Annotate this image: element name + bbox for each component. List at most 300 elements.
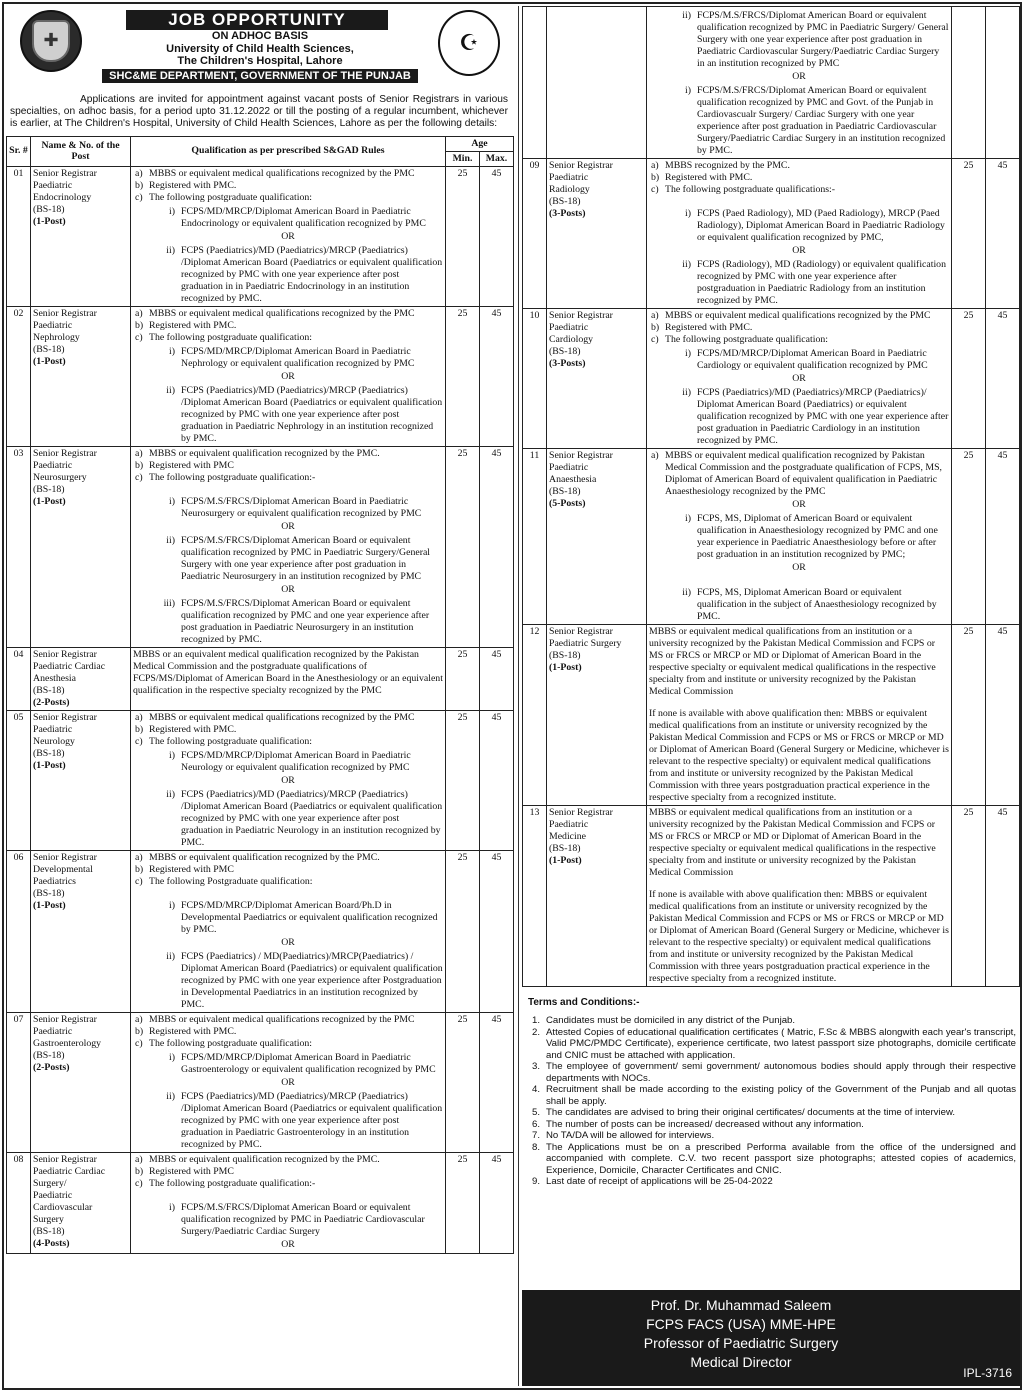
item-marker: ii) [166,1090,175,1102]
spacer [133,1190,443,1200]
item-text: FCPS/MD/MRCP/Diplomat American Board/Ph.D in Developmental Paediatrics or equivalent qualification recognized by PMC. [181,899,438,935]
post-name-line: Paediatric [549,322,589,333]
min-age: 25 [446,306,480,446]
table-row [7,166,514,306]
pay-scale: (BS-18) [33,1049,65,1061]
sub-qualification [133,346,443,370]
max-age: 45 [986,309,1020,449]
max-age: 45 [480,850,514,1012]
item-text: MBBS or equivalent medical qualifications recognized by the PMC [149,711,415,723]
post-count: (5-Posts) [549,498,586,509]
sub-qualification [133,385,443,445]
item-marker: i) [685,513,691,524]
item-text: FCPS (Paediatrics)/MD (Paediatrics)/MRCP (Paediatrics) /Diplomat American Board (Paediatrics or equivalent qualification recognized by PMC with one year experience after post graduation in Paediatric Nephrology in an institution recognized by PMC. [181,384,443,444]
item-text: FCPS/M.S/FRCS/Diplomat American Board or equivalent qualification recognized by PMC in Paediatric Surgery/General Surgery with one year experience after post graduation in Paediatric Neurosurgery in an institution recognized by PMC [181,534,431,582]
item-text: The following postgraduate qualification: [149,331,312,343]
item-marker: i) [169,345,175,357]
or-separator: OR [281,520,295,532]
sub-qualification [133,1052,443,1076]
sr-number: 05 [7,710,31,850]
table-row [523,625,1020,806]
or-separator: OR [792,373,806,384]
max-age: 45 [480,1012,514,1152]
qualification-item [133,448,443,460]
qualification-cell [647,625,952,806]
post-name-line: Paediatric [33,319,73,331]
pay-scale: (BS-18) [33,887,65,899]
post-name-line: Paediatric Surgery [549,638,622,649]
spacer [133,888,443,898]
term-item [522,1084,1016,1107]
term-number: 5. [531,1107,540,1118]
qualification-item [133,876,443,888]
post-name-line: Radiology [549,184,590,195]
qualification-item [133,1154,443,1166]
term-text: Attested Copies of educational qualification certificates ( Matric, F.Sc & MBBS alongwith each year's transcript, Valid PMC/PMDC Certificate), experience certificate, two latest passport size photographs, domicile certificate and CNIC must be attached with application. [546,1026,1016,1061]
post-name-line: Surgery/ [33,1177,67,1189]
qualification-paragraph: MBBS or equivalent medical qualifications from an institution or a university recognized by the Pakistan Medical Commission and FCPS or MS or FRCS or MRCP or MD or Diplomat of American Board in the respective specialty or equivalent medical qualifications in the respective specialty from and institute or university recognized by the Pakistan Medical Commission [649,626,936,697]
item-text: Registered with PMC. [149,1025,237,1037]
min-age: 25 [446,446,480,647]
post-count: (1-Post) [33,759,66,771]
post-name-cell [31,647,131,710]
item-text: FCPS/M.S/FRCS/Diplomat American Board in Paediatric Neurosurgery or equivalent qualification recognized by PMC [181,495,422,519]
term-number: 2. [531,1026,540,1038]
post-name-line: Senior Registrar [549,807,613,818]
post-name-cell [547,159,647,309]
post-name-line: Nephrology [33,331,80,343]
item-marker: i) [685,348,691,359]
term-item [522,1176,1016,1188]
max-age: 45 [986,449,1020,625]
or-separator: OR [281,1076,295,1088]
table-row [7,1012,514,1152]
term-text: No TA/DA will be allowed for interviews. [546,1130,715,1141]
post-count: (4-Posts) [33,1237,70,1249]
post-name-cell [31,850,131,1012]
item-marker: b) [651,322,660,333]
table-row [7,446,514,647]
qualification-item [133,180,443,192]
post-name-line: Paediatric [549,819,589,830]
pay-scale: (BS-18) [549,650,581,661]
max-age: 45 [480,306,514,446]
qualification-item [649,450,949,498]
post-count: (3-Posts) [549,358,586,369]
name-cell [547,7,647,159]
item-text: MBBS recognized by the PMC. [665,160,790,171]
post-count: (1-Post) [549,662,582,673]
post-name-line: Senior Registrar [549,160,613,171]
item-marker: i) [685,85,691,96]
post-name-line: Senior Registrar [33,307,97,319]
item-text: FCPS/MD/MRCP/Diplomat American Board in Paediatric Gastroenterology or equivalent qualification recognized by PMC [181,1051,436,1075]
department-line: SHC&ME DEPARTMENT, GOVERNMENT OF THE PUNJAB [102,69,418,84]
item-marker: a) [135,167,143,179]
post-name-cell [31,446,131,647]
pay-scale: (BS-18) [549,486,581,497]
or-separator: OR [281,1238,295,1250]
header-line: University of Child Health Sciences, [166,42,354,55]
item-text: MBBS or equivalent medical qualification recognized by Pakistan Medical Commission and the postgraduate qualification of FCPS, MS, Diplomat of American Board of equivalent qualification in Paediatric Anaesthesiology recognized by the PMC [665,450,943,497]
qualification-cell [647,7,952,159]
qualification-item [133,1166,443,1178]
item-text: FCPS/M.S/FRCS/Diplomat American Board or equivalent qualification recognized by PMC in Paediatric Surgery/ General Surgery with one year experience after post graduation in Paediatric Cardiovascular Surgery/Paediatric Cardiac Surgery in an institution recognized by PMC [697,10,949,69]
col-header-max: Max. [480,151,514,166]
item-marker: ii) [166,950,175,962]
min-age: 25 [952,449,986,625]
qualification-item [649,172,949,184]
post-name-cell [31,306,131,446]
max-age: 45 [480,166,514,306]
item-text: MBBS or equivalent qualification recognized by the PMC. [149,851,380,863]
pay-scale: (BS-18) [33,684,65,696]
table-row [7,850,514,1012]
min-age-cell [952,7,986,159]
item-text: FCPS (Paediatrics)/MD (Paediatrics)/MRCP (Paediatrics) /Diplomat American Board (Paediatrics or equivalent qualification recognized by PMC with one year experience after post graduation in Paediatric Gastroenterology in an institution recognized by PMC. [181,1090,443,1150]
item-text: The following postgraduate qualification: [149,191,312,203]
item-text: FCPS/MD/MRCP/Diplomat American Board in Paediatric Cardiology or equivalent qualification recognized by PMC [697,348,928,371]
sub-qualification [133,535,443,583]
item-marker: b) [135,319,144,331]
or-separator: OR [792,71,806,82]
item-marker: b) [135,723,144,735]
item-text: Registered with PMC. [149,179,237,191]
max-age-cell [986,7,1020,159]
post-name-line: Paediatric [33,1189,73,1201]
sub-qualification [649,85,949,157]
term-item [522,1142,1016,1177]
post-name-line: Neurology [33,735,75,747]
term-number: 8. [531,1141,540,1153]
item-text: The following postgraduate qualification: [149,1037,312,1049]
sr-number: 03 [7,446,31,647]
spacer [649,575,949,585]
item-text: Registered with PMC. [149,723,237,735]
item-text: The following postgraduate qualification: [665,334,828,345]
post-name-line: Cardiovascular [33,1201,93,1213]
item-text: MBBS or equivalent medical qualifications recognized by the PMC [665,310,931,321]
sub-qualification [133,206,443,230]
item-marker: c) [135,471,143,483]
header [6,6,514,90]
qualification-cell [131,166,446,306]
sub-qualification [133,1202,443,1238]
term-item [522,1015,1016,1027]
item-marker: i) [169,495,175,507]
pay-scale: (BS-18) [549,346,581,357]
min-age: 25 [446,647,480,710]
item-text: Registered with PMC [149,1165,234,1177]
post-name-line: Senior Registrar [549,450,613,461]
qualification-item [649,160,949,172]
sub-qualification [649,513,949,561]
item-marker: b) [651,172,660,183]
sr-cell [523,7,547,159]
post-name-line: Paediatric [33,723,73,735]
post-name-line: Neurosurgery [33,471,87,483]
item-text: Registered with PMC [149,863,234,875]
post-name-line: Paediatric [549,462,589,473]
post-name-line: Senior Registrar [33,167,97,179]
footer-line: FCPS FACS (USA) MME-HPE [646,1316,836,1332]
item-text: FCPS/M.S/FRCS/Diplomat American Board or equivalent qualification recognized by PMC in Paediatric Cardiovascular Surgery/Paediatric Cardiac Surgery [181,1201,425,1237]
qualification-cell [647,309,952,449]
term-item [522,1027,1016,1062]
item-marker: c) [135,1037,143,1049]
item-marker: c) [135,191,143,203]
sub-qualification [649,208,949,244]
item-text: Registered with PMC [149,459,234,471]
term-number: 9. [531,1176,540,1187]
or-separator: OR [281,370,295,382]
sub-qualification [133,598,443,646]
posts-table-right [522,6,1020,987]
term-text: The candidates are advised to bring their original certificates/ documents at the time of interview. [546,1107,956,1118]
post-name-line: Anaesthesia [549,474,597,485]
item-marker: ii) [166,788,175,800]
or-separator: OR [281,774,295,786]
crescent-icon: ☪ [459,30,479,55]
item-marker: iii) [163,597,175,609]
item-text: The following postgraduate qualification:- [149,471,316,483]
footer-line: Medical Director [690,1354,792,1370]
item-marker: c) [651,334,659,345]
item-marker: c) [135,331,143,343]
item-text: Registered with PMC. [149,319,237,331]
qualification-item [133,736,443,748]
qualification-item [133,472,443,484]
university-logo [20,10,82,72]
qualification-cell [647,449,952,625]
item-text: FCPS (Paed Radiology), MD (Paed Radiology), MRCP (Paed Radiology), Diplomat American Board in Paediatric Radiology or equivalent qualification recognized by PMC, [697,208,945,243]
qualification-item [649,322,949,334]
sr-number: 06 [7,850,31,1012]
item-text: FCPS (Paediatrics)/MD (Paediatrics)/MRCP (Paediatrics) /Diplomat American Board (Paediatrics or equivalent qualification recognized by PMC with one year experience after post graduation in in Paediatric Endocrinology in an institution recognized by PMC. [181,244,443,304]
post-name-line: Developmental [33,863,93,875]
term-text: The employee of government/ semi government/ autonomous bodies should apply through their respective departments with NOCs. [546,1061,1016,1084]
qualification-paragraph: MBBS or an equivalent medical qualification recognized by the Pakistan Medical Commission and the postgraduate qualifications of FCPS/MS/Diplomat of American Board in the Anesthesiology or an equivalent qualification in the respective specialty recognized by the PMC [133,648,443,696]
item-text: FCPS, MS, Diplomat American Board or equivalent qualification in the subject of Anaesthesiology recognized by PMC. [697,587,937,622]
item-text: MBBS or equivalent medical qualifications recognized by the PMC [149,307,415,319]
post-name-cell [31,710,131,850]
item-marker: i) [169,749,175,761]
advertisement-page [2,2,1022,1390]
qualification-item [133,864,443,876]
sub-qualification [133,496,443,520]
qualification-item [133,1026,443,1038]
pay-scale: (BS-18) [33,203,65,215]
item-marker: a) [651,160,659,171]
post-name-line: Senior Registrar [549,626,613,637]
qualification-paragraph: If none is available with above qualification then: MBBS or equivalent medical qualifications from an institute or university recognized by the Pakistan Medical Commission and FCPS or MS or FRCS or MRCP or MD or Diplomat of American Board (General Surgery or Medicine, whichever is relevant to the respective specialty) or equivalent medical qualifications from and institute or university recognized by the Pakistan Medical Commission with three years postgraduation practical experience in the respective specialty from a recognized institute. [649,889,949,984]
min-age: 25 [446,1152,480,1253]
footer-line: Professor of Paediatric Surgery [643,1335,839,1351]
qualification-cell [131,446,446,647]
item-marker: i) [169,899,175,911]
term-number: 7. [531,1130,540,1141]
item-text: FCPS/MD/MRCP/Diplomat American Board in Paediatric Neurology or equivalent qualification recognized by PMC [181,749,411,773]
col-header-age: Age [446,137,514,152]
sr-number: 12 [523,625,547,806]
sub-qualification [133,750,443,774]
item-text: FCPS (Paediatrics)/MD (Paediatrics)/MRCP (Paediatrics)/ Diplomat American Board (Paediatrics) or equivalent qualification recognized by PMC with one year experience after post graduation in Paediatric Cardiology in an institution recognized by PMC. [697,387,949,446]
sub-qualification [133,245,443,305]
footer-line: Prof. Dr. Muhammad Saleem [650,1297,832,1313]
qualification-item [649,310,949,322]
table-row [523,159,1020,309]
punjab-government-logo [438,10,500,76]
post-name-line: Paediatric Cardiac [33,1165,106,1177]
post-count: (1-Post) [33,495,66,507]
item-marker: ii) [166,534,175,546]
term-number: 6. [531,1118,540,1130]
item-text: Registered with PMC. [665,172,753,183]
item-marker: b) [135,863,144,875]
post-count: (1-Post) [33,355,66,367]
sub-qualification [649,10,949,70]
max-age: 45 [986,625,1020,806]
post-count: (3-Posts) [549,208,586,219]
item-text: MBBS or equivalent medical qualifications recognized by the PMC [149,1013,415,1025]
qualification-item [133,1178,443,1190]
min-age: 25 [446,1012,480,1152]
item-marker: b) [135,459,144,471]
item-marker: a) [135,851,143,863]
post-name-line: Senior Registrar [33,711,97,723]
qualification-item [133,332,443,344]
table-row [7,1152,514,1253]
item-marker: a) [651,450,659,461]
col-header-sr: Sr. # [7,137,31,167]
term-number: 4. [531,1084,540,1095]
qualification-paragraph: If none is available with above qualification then: MBBS or equivalent medical qualifications from an institute or university recognized by the Pakistan Medical Commission and FCPS or MS or FRCS or MRCP or MD or Diplomat of American Board (General Surgery or Medicine, whichever is relevant to the respective specialty) or equivalent medical qualifications from and institute or university recognized by the Pakistan Medical Commission with three years postgraduation practical experience in the respective specialty from a recognized institute. [649,708,949,803]
page-title: JOB OPPORTUNITY [126,10,388,30]
left-column [6,6,514,1386]
sub-qualification [133,900,443,936]
item-text: MBBS or equivalent qualification recognized by the PMC. [149,447,380,459]
item-marker: c) [135,735,143,747]
reference-code: IPL-3716 [963,1365,1012,1380]
sub-qualification [649,587,949,623]
or-separator: OR [281,230,295,242]
pay-scale: (BS-18) [33,483,65,495]
table-row [523,806,1020,987]
item-marker: b) [135,1025,144,1037]
qualification-item [133,168,443,180]
item-marker: a) [135,1153,143,1165]
sr-number: 04 [7,647,31,710]
item-text: FCPS (Paediatrics)/MD (Paediatrics)/MRCP (Paediatrics) /Diplomat American Board (Paediatrics or equivalent qualification recognized by PMC with one year experience after post graduation in Paediatric Neurology in an institution recognized by PMC. [181,788,443,848]
qualification-item [133,460,443,472]
term-text: Last date of receipt of applications will be 25-04-2022 [546,1176,773,1187]
terms-title: Terms and Conditions:- [528,997,640,1008]
item-marker: ii) [682,10,691,21]
item-text: FCPS/MD/MRCP/Diplomat American Board in Paediatric Nephrology or equivalent qualification recognized by PMC [181,345,415,369]
qualification-item [649,184,949,196]
post-name-line: Paediatrics [33,875,76,887]
qualification-item [133,724,443,736]
pay-scale: (BS-18) [33,343,65,355]
sub-qualification [649,387,949,447]
qualification-cell [131,1012,446,1152]
qualification-item [133,1014,443,1026]
max-age: 45 [480,710,514,850]
post-name-cell [31,1012,131,1152]
item-marker: ii) [682,587,691,598]
qualification-cell [647,806,952,987]
qualification-item [133,1038,443,1050]
signature-footer [522,1290,1020,1386]
pay-scale: (BS-18) [33,1225,65,1237]
pay-scale: (BS-18) [549,843,581,854]
qualification-item [133,320,443,332]
min-age: 25 [446,166,480,306]
item-text: FCPS/M.S/FRCS/Diplomat American Board or equivalent qualification recognized by PMC and one year experience after post graduation in Paediatric Neurosurgery in an institution recognized by PMC. [181,597,430,645]
item-marker: ii) [166,384,175,396]
qualification-cell [131,710,446,850]
qualification-item [649,334,949,346]
post-name-line: Gastroenterology [33,1037,102,1049]
header-lines [102,30,418,83]
item-marker: ii) [682,259,691,270]
post-name-line: Endocrinology [33,191,92,203]
item-marker: c) [135,875,143,887]
qualification-item [133,852,443,864]
item-marker: c) [651,184,659,195]
item-text: The following Postgraduate qualification: [149,875,313,887]
sr-number: 13 [523,806,547,987]
max-age: 45 [480,647,514,710]
post-name-line: Senior Registrar [33,851,97,863]
header-line: The Children's Hospital, Lahore [177,55,343,67]
post-count: (2-Posts) [33,696,70,708]
sr-number: 09 [523,159,547,309]
term-text: The Applications must be on a prescribed Performa available from the office of the undersigned and accompanied with complete. C.V. two recent passport size photographs; attested copies of academics, Experience, Domicile, Character Certificates and CNIC. [546,1141,1016,1176]
post-count: (1-Post) [549,855,582,866]
item-text: The following postgraduate qualifications:- [665,184,836,195]
item-text: The following postgraduate qualification: [149,735,312,747]
sr-number: 01 [7,166,31,306]
item-marker: i) [169,1201,175,1213]
post-name-cell [547,309,647,449]
post-name-line: Paediatric [33,459,73,471]
table-row [523,7,1020,159]
item-text: FCPS (Radiology), MD (Radiology) or equivalent qualification recognized by PMC with one year experience after postgraduation in Paediatric Radiology from an institution recognized by PMC. [697,259,946,306]
post-count: (2-Posts) [33,1061,70,1073]
table-row [523,309,1020,449]
qualification-item [133,192,443,204]
sub-qualification [133,951,443,1011]
post-name-line: Paediatric [33,1025,73,1037]
post-name-cell [547,806,647,987]
item-marker: a) [651,310,659,321]
min-age: 25 [952,625,986,806]
sr-number: 02 [7,306,31,446]
sr-number: 07 [7,1012,31,1152]
item-text: FCPS (Paediatrics) / MD(Paediatrics)/MRCP(Paediatrics) / Diplomat American Board (Paediatrics) or equivalent qualification recognized by PMC with one year experience after Postgraduation in Developmental Paediatrics in an institution recognized by PMC. [181,950,443,1010]
term-number: 3. [531,1061,540,1072]
min-age: 25 [446,710,480,850]
item-marker: c) [135,1177,143,1189]
post-name-cell [547,449,647,625]
max-age: 45 [480,1152,514,1253]
item-marker: a) [135,1013,143,1025]
qualification-cell [647,159,952,309]
table-row [7,647,514,710]
header-line: ON ADHOC BASIS [211,30,309,42]
item-text: FCPS/MD/MRCP/Diplomat American Board in Paediatric Endocrinology or equivalent qualification recognized by PMC [181,205,426,229]
